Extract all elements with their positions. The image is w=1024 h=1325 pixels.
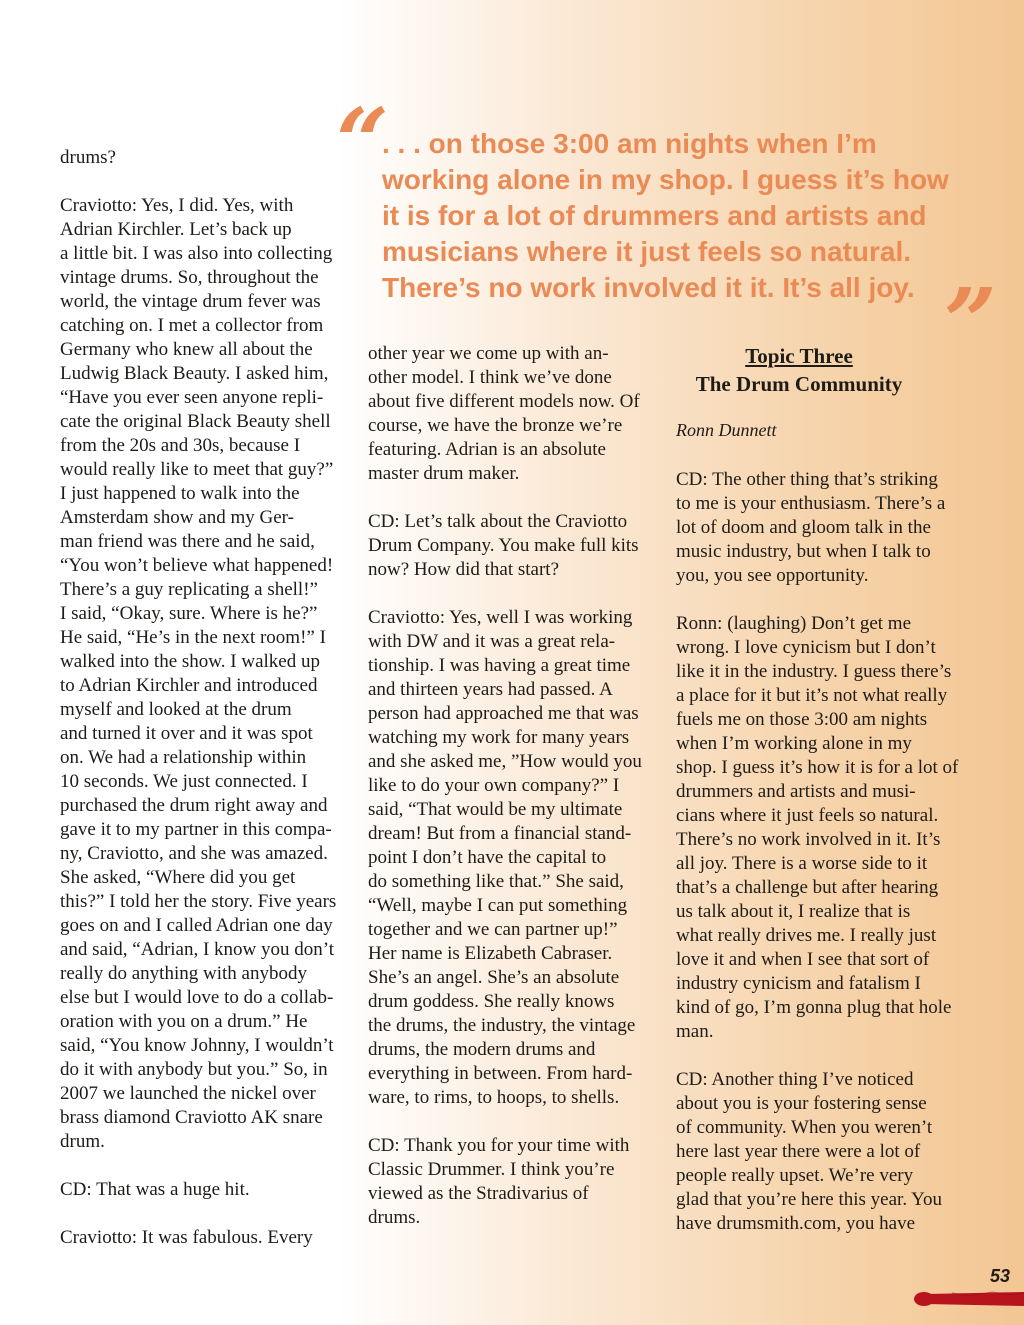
pull-quote: . . . on those 3:00 am nights when I’m working alone in my shop. I guess it’s how it is for a lot of drummers and artists and musicians where it just feels so natural. There’s no work involved it it. It’s all joy.: [382, 128, 949, 303]
drumstick-icon: [912, 1288, 1024, 1310]
topic-title: The Drum Community: [695, 372, 903, 396]
page-number: 53: [989, 1266, 1010, 1286]
topic-label: Topic Three: [745, 344, 853, 368]
close-quote-mark: ”: [944, 268, 997, 376]
topic-heading: [676, 342, 922, 398]
article-column-2: other year we come up with an- other model. I think we’ve done about five different models now. Of course, we have the bronze we’re featuring. Adrian is an absolute master drum maker. CD: Let’s talk about the Craviotto Drum Company. You make full kits now? How did that start? Craviotto: Yes, well I was working with DW and it was a great rela- tionship. I was having a great time and thirteen years had passed. A person had approached me that was watching my work for many years and she asked me, ”How would you like to do your own company?” I said, “That would be my ultimate dream! But from a financial stand- point I don’t have the capital to do something like that.” She said, “Well, maybe I can put something together and we can partner up!” Her name is Elizabeth Cabraser. She’s an angel. She’s an absolute drum goddess. She really knows the drums, the industry, the vintage drums, the modern drums and everything in between. From hard- ware, to rims, to hoops, to shells. CD: Thank you for your time with Classic Drummer. I think you’re viewed as the Stradivarius of drums.: [368, 343, 642, 1228]
article-column-3: CD: The other thing that’s striking to me is your enthusiasm. There’s a lot of doom and gloom talk in the music industry, but when I talk to you, you see opportunity. Ronn: (laughing) Don’t get me wrong. I love cynicism but I don’t like it in the industry. I guess there’s a place for it but it’s not what really fuels me on those 3:00 am nights when I’m working alone in my shop. I guess it’s how it is for a lot of drummers and artists and musi- cians where it just feels so natural. There’s no work involved in it. It’s all joy. There is a worse side to it that’s a challenge but after hearing us talk about it, I realize that is what really drives me. I really just love it and when I see that sort of industry cynicism and fatalism I kind of go, I’m gonna plug that hole man. CD: Another thing I’ve noticed about you is your fostering sense of community. When you weren’t here last year there were a lot of people really upset. We’re very glad that you’re here this year. You have drumsmith.com, you have: [676, 469, 959, 1234]
article-column-1: drums? Craviotto: Yes, I did. Yes, with Adrian Kirchler. Let’s back up a little bit. I was also into collecting vintage drums. So, throughout the world, the vintage drum fever was catching on. I met a collector from Germany who knew all about the Ludwig Black Beauty. I asked him, “Have you ever seen anyone repli- cate the original Black Beauty shell from the 20s and 30s, because I would really like to meet that guy?” I just happened to walk into the Amsterdam show and my Ger- man friend was there and he said, “You won’t believe what happened! There’s a guy replicating a shell!” I said, “Okay, sure. Where is he?” He said, “He’s in the next room!” I walked into the show. I walked up to Adrian Kirchler and introduced myself and looked at the drum and turned it over and it was spot on. We had a relationship within 10 seconds. We just connected. I purchased the drum right away and gave it to my partner in this compa- ny, Craviotto, and she was amazed. She asked, “Where did you get this?” I told her the story. Five years goes on and I called Adrian one day and said, “Adrian, I know you don’t really do anything with anybody else but I would love to do a collab- oration with you on a drum.” He said, “You know Johnny, I wouldn’t do it with anybody but you.” So, in 2007 we launched the nickel over brass diamond Craviotto AK snare drum. CD: That was a huge hit. Craviotto: It was fabulous. Every: [60, 147, 337, 1248]
byline: Ronn Dunnett: [676, 420, 777, 440]
open-quote-mark: “: [336, 88, 389, 196]
